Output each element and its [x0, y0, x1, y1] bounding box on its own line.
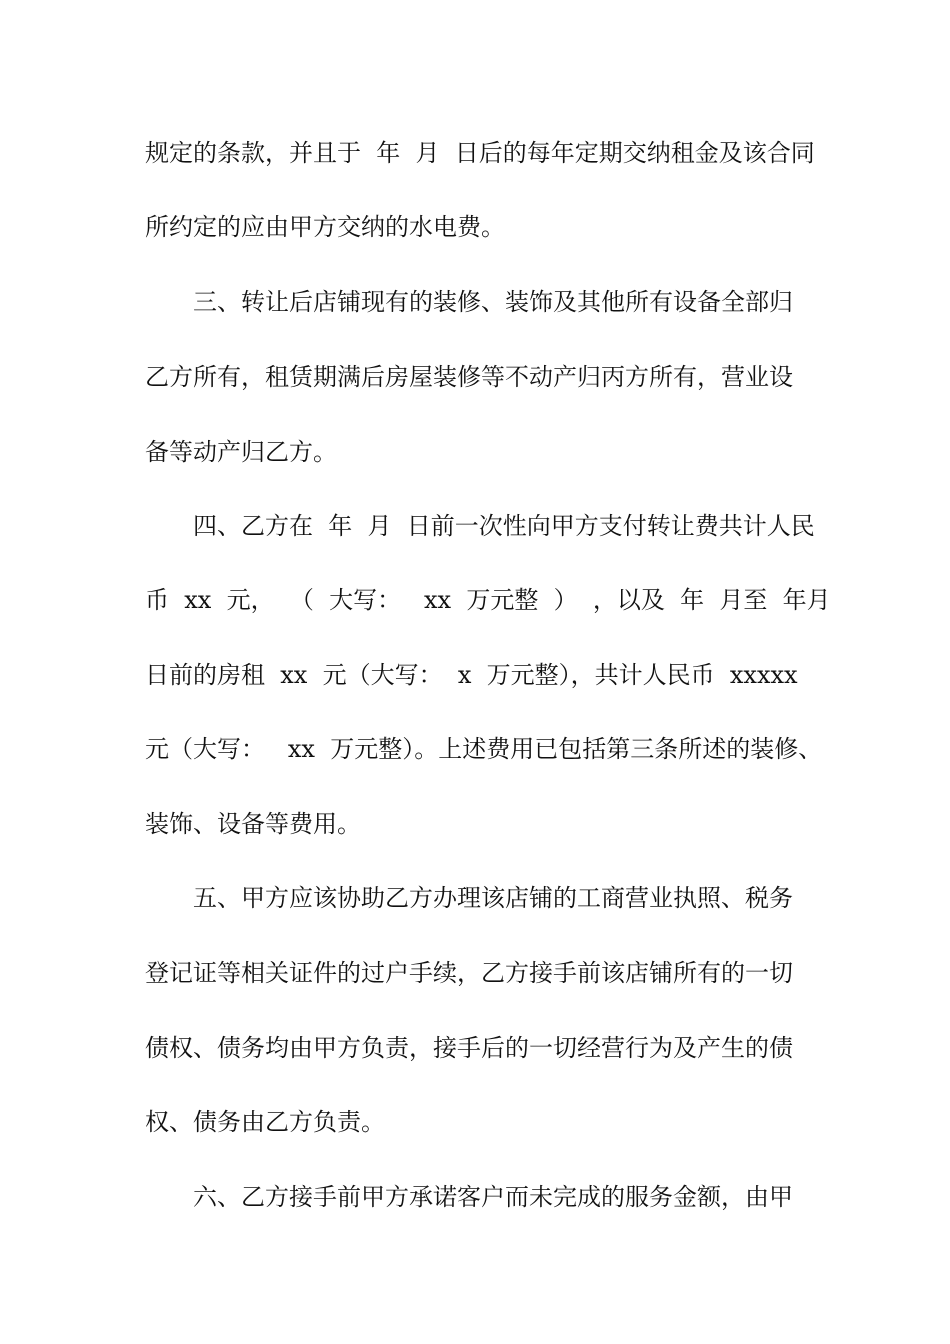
- text-line: 乙方所有，租赁期满后房屋装修等不动产归丙方所有，营业设: [145, 363, 793, 391]
- paragraph-start-line: 四、乙方在 年 月 日前一次性向甲方支付转让费共计人民: [193, 512, 815, 540]
- text-line: 规定的条款，并且于 年 月 日后的每年定期交纳租金及该合同: [145, 139, 815, 167]
- text-line: 登记证等相关证件的过户手续，乙方接手前该店铺所有的一切: [145, 959, 793, 987]
- text-line: 债权、债务均由甲方负责，接手后的一切经营行为及产生的债: [145, 1034, 793, 1062]
- text-line: 币 xx 元， （ 大写： xx 万元整 ） ，以及 年 月至 年月: [145, 586, 831, 614]
- paragraph-start-line: 三、转让后店铺现有的装修、装饰及其他所有设备全部归: [193, 288, 793, 316]
- text-line: 权、债务由乙方负责。: [145, 1108, 385, 1136]
- text-line: 元（大写： xx 万元整）。上述费用已包括第三条所述的装修、: [145, 735, 823, 763]
- text-line: 所约定的应由甲方交纳的水电费。: [145, 213, 505, 241]
- text-line: 日前的房租 xx 元（大写： x 万元整），共计人民币 xxxxx: [145, 661, 798, 689]
- text-line: 备等动产归乙方。: [145, 438, 337, 466]
- paragraph-start-line: 六、乙方接手前甲方承诺客户而未完成的服务金额，由甲: [193, 1183, 793, 1211]
- text-line: 装饰、设备等费用。: [145, 810, 361, 838]
- paragraph-start-line: 五、甲方应该协助乙方办理该店铺的工商营业执照、税务: [193, 884, 793, 912]
